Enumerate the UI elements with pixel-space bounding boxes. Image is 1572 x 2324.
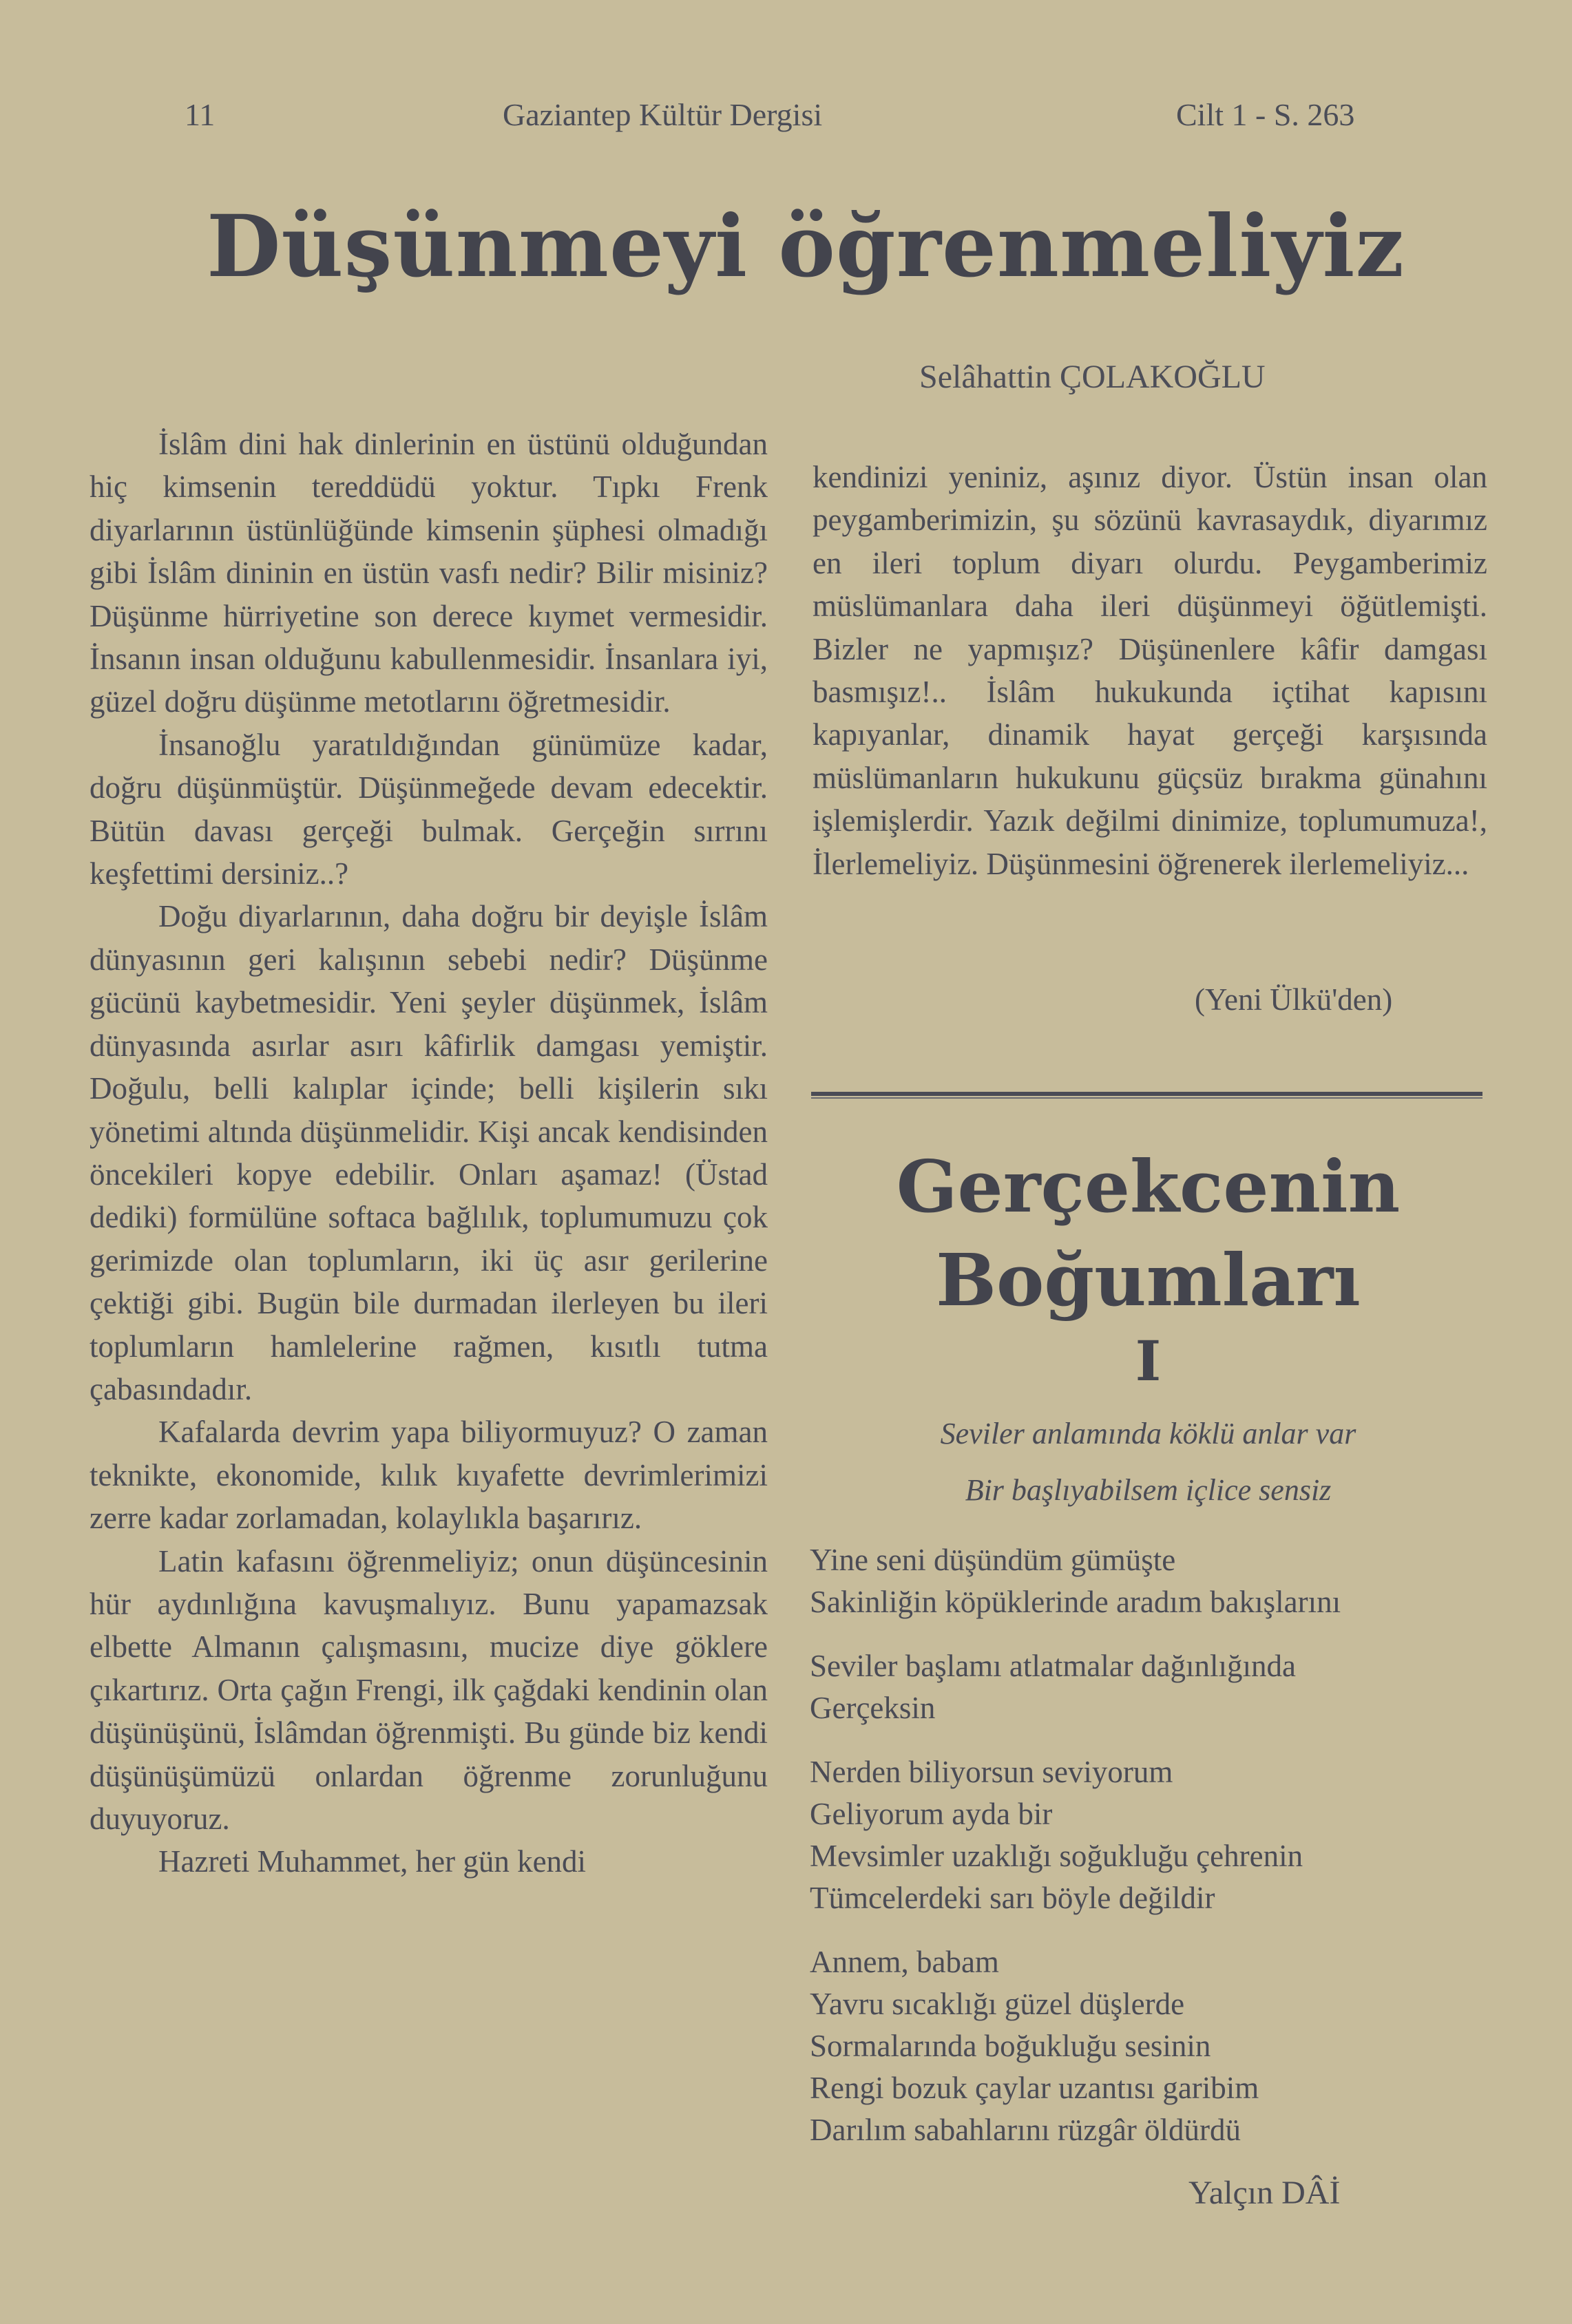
poem-body — [810, 1539, 1491, 2173]
poem-stanza — [810, 1645, 1491, 1729]
poem-line: Tümcelerdeki sarı böyle değildir — [810, 1881, 1215, 1915]
poem-line: Sormalarında boğukluğu sesinin — [810, 2029, 1211, 2063]
article-continuation: kendinizi yeniniz, aşınız diyor. Üstün insan olan peygamberimizin, şu sözünü kavrasaydık, diyarımız en ileri toplum diyarı olurdu. Peygamberimiz müslümanlara daha ileri düşünmeyi öğütlemişti. Bizler ne yapmışız? Düşünenlere kâfir damgası basmışız!.. İslâm hukukunda içtihat kapısını kapıyanlar, dinamik hayat gerçeği karşısında müslümanların hukukunu güçsüz bırakma günahını işlemişlerdir. Yazık değilmi dinimize, toplumumuza!, İlerlemeliyiz. Düşünmesini öğrenerek ilerlemeliyiz... — [813, 460, 1487, 881]
issue-info: Cilt 1 - S. 263 — [1176, 97, 1355, 132]
poem-line: Mevsimler uzaklığı soğukluğu çehrenin — [810, 1839, 1303, 1873]
poem-line: Yavru sıcaklığı güzel düşlerde — [810, 1987, 1185, 2021]
running-header — [0, 96, 1572, 151]
poem-title-line-1: Gerçekcenin — [896, 1144, 1401, 1229]
section-divider-thin — [811, 1097, 1482, 1099]
article-right-column — [813, 456, 1487, 885]
poem-title-line-2: Boğumları — [936, 1238, 1361, 1322]
epigraph-line: Seviler anlamında köklü anlar var — [940, 1417, 1356, 1450]
poem-line: Nerden biliyorsun seviyorum — [810, 1755, 1173, 1789]
article-source: (Yeni Ülkü'den) — [1195, 982, 1393, 1017]
poem-line: Darılım sabahlarını rüzgâr öldürdü — [810, 2113, 1241, 2147]
poem-stanza — [810, 1539, 1491, 1623]
article-paragraph: İslâm dini hak dinlerinin en üstünü olduğundan hiç kimsenin tereddüdü yoktur. Tıpkı Frenk diyarlarının üstünlüğünde kimsenin şüphesi olmadığı gibi İslâm dininin en üstün vasfı nedir? Bilir misiniz? Düşünme hürriyetine son derece kıymet vermesidir. İnsanın insan olduğunu kabullenmesidir. İnsanlara iyi, güzel doğru düşünme metotlarını öğretmesidir. — [90, 427, 768, 719]
poem-epigraph — [813, 1406, 1484, 1519]
journal-name: Gaziantep Kültür Dergisi — [503, 97, 823, 132]
poem-line: Sakinliğin köpüklerinde aradım bakışlarını — [810, 1585, 1341, 1619]
poem-line: Annem, babam — [810, 1945, 999, 1979]
epigraph-line: Bir başlıyabilsem içlice sensiz — [965, 1473, 1332, 1507]
article-author: Selâhattin ÇOLAKOĞLU — [919, 359, 1266, 395]
poem-line: Seviler başlamı atlatmalar dağınlığında — [810, 1649, 1297, 1683]
page-number: 11 — [185, 97, 216, 132]
article-paragraph: Latin kafasını öğrenmeliyiz; onun düşüncesinin hür aydınlığına kavuşmalıyız. Bunu yapamazsak elbette Almanın çalışmasını, mucize diye göklere çıkartırız. Orta çağın Frengi, ilk çağdaki kendinin olan düşünüşünü, İslâmdan öğrenmişti. Bu günde biz kendi düşünüşümüzü onlardan öğrenme zorunluğunu duyuyoruz. — [90, 1543, 768, 1836]
article-left-column — [90, 423, 768, 1883]
poem-line: Gerçeksin — [810, 1691, 936, 1725]
poem-line: Rengi bozuk çaylar uzantısı garibim — [810, 2071, 1259, 2105]
poem-stanza — [810, 1751, 1491, 1919]
section-divider — [811, 1092, 1482, 1096]
article-title: Düşünmeyi öğrenmeliyiz — [207, 197, 1405, 297]
poem-number: I — [1135, 1329, 1162, 1393]
poem-author: Yalçın DÂİ — [1188, 2175, 1341, 2211]
poem-line: Yine seni düşündüm gümüşte — [810, 1543, 1176, 1577]
poem-stanza — [810, 1941, 1491, 2151]
article-paragraph: Hazreti Muhammet, her gün kendi — [158, 1844, 587, 1879]
article-paragraph: İnsanoğlu yaratıldığından günümüze kadar, doğru düşünmüştür. Düşünmeğede devam edecektir. Bütün davası gerçeği bulmak. Gerçeğin sırrını keşfettimi dersiniz..? — [90, 727, 768, 891]
article-paragraph: Kafalarda devrim yapa biliyormuyuz? O zaman teknikte, ekonomide, kılık kıyafette devrimlerimizi zerre kadar zorlamadan, kolaylıkla başarırız. — [90, 1415, 768, 1536]
article-paragraph: Doğu diyarlarının, daha doğru bir deyişle İslâm dünyasının geri kalışının sebebi nedir? Düşünme gücünü kaybetmesidir. Yeni şeyler düşünmek, İslâm dünyasında asırlar asırı kâfirlik damgası yemiştir. Doğulu, belli kalıplar içinde; belli kişilerin sıkı yönetimi altında düşünmelidir. Kişi ancak kendisinden öncekileri kopye edebilir. Onları aşamaz! (Üstad dediki) formülüne softaca bağlılık, toplumumuzu çok gerimizde olan toplumların, iki üç asır gerilerine çektiği gibi. Bugün bile durmadan ilerleyen bu ileri toplumların hamlelerine rağmen, kısıtlı tutma çabasındadır. — [90, 899, 768, 1406]
poem-line: Geliyorum ayda bir — [810, 1797, 1053, 1831]
